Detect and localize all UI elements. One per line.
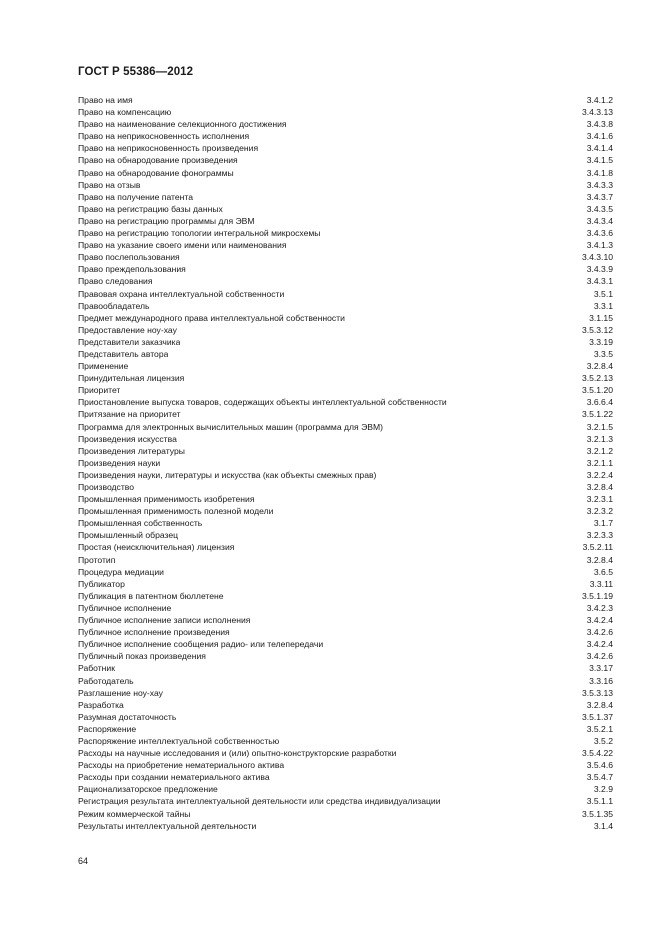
index-term: Простая (неисключительная) лицензия [78, 542, 235, 553]
index-entry [78, 795, 613, 807]
index-term: Промышленная применимость полезной модели [78, 506, 274, 517]
index-term: Промышленный образец [78, 530, 179, 541]
index-entry [78, 711, 613, 723]
index-reference: 3.4.2.6 [586, 651, 613, 662]
index-term: Право на обнародование фонограммы [78, 167, 234, 178]
index-term: Работодатель [78, 675, 134, 686]
index-entry [78, 300, 613, 312]
index-entry [78, 699, 613, 711]
index-term: Публикатор [78, 578, 125, 589]
index-reference: 3.4.3.10 [581, 252, 613, 263]
index-reference: 3.3.19 [589, 336, 613, 347]
index-term: Право на имя [78, 95, 133, 105]
index-reference: 3.4.2.3 [586, 602, 613, 613]
index-reference: 3.5.1.1 [586, 796, 613, 807]
index-reference: 3.5.3.12 [581, 324, 613, 335]
index-entry [78, 529, 613, 541]
index-term: Право на наименование селекционного достижения [78, 119, 287, 130]
index-entry [78, 638, 613, 650]
index-reference: 3.5.1.22 [581, 409, 613, 420]
index-reference: 3.3.1 [593, 300, 613, 311]
index-term: Право на обнародование произведения [78, 155, 238, 166]
index-term: Правообладатель [78, 300, 150, 311]
index-reference: 3.4.1.3 [586, 240, 613, 251]
index-term: Правовая охрана интеллектуальной собственности [78, 288, 285, 299]
index-reference: 3.5.2.13 [581, 373, 613, 384]
index-entry [78, 408, 613, 420]
index-entry [78, 336, 613, 348]
index-term: Разглашение ноу-хау [78, 687, 163, 698]
index-reference: 3.2.3.1 [586, 494, 613, 505]
index-entry [78, 445, 613, 457]
index-entry [78, 602, 613, 614]
index-entry [78, 227, 613, 239]
index-entry [78, 517, 613, 529]
index-term: Публичное исполнение записи исполнения [78, 615, 251, 626]
index-reference: 3.4.3.5 [586, 203, 613, 214]
index-entry [78, 360, 613, 372]
index-term: Право на указание своего имени или наименования [78, 240, 287, 251]
index-term: Промышленная собственность [78, 518, 203, 529]
index-reference: 3.2.1.2 [586, 445, 613, 456]
index-entry [78, 457, 613, 469]
index-entry [78, 215, 613, 227]
index-reference: 3.2.3.3 [586, 530, 613, 541]
index-entry [78, 783, 613, 795]
index-reference: 3.4.2.4 [586, 639, 613, 650]
index-term: Регистрация результата интеллектуальной деятельности или средства индивидуализации [78, 796, 441, 807]
index-reference: 3.5.1.37 [581, 711, 613, 722]
index-term: Применение [78, 361, 129, 372]
index-entry [78, 820, 613, 832]
index-term: Распоряжение [78, 723, 137, 734]
index-reference: 3.4.3.6 [586, 228, 613, 239]
index-entry [78, 541, 613, 553]
index-term: Публичное исполнение сообщения радио- или телепередачи [78, 639, 324, 650]
index-term: Публикация в патентном бюллетене [78, 590, 224, 601]
index-term: Право на отзыв [78, 179, 141, 190]
index-reference: 3.2.1.5 [586, 421, 613, 432]
index-reference: 3.5.2 [593, 735, 613, 746]
index-reference: 3.3.5 [593, 348, 613, 359]
index-entry [78, 239, 613, 251]
index-entry [78, 396, 613, 408]
index-entry [78, 348, 613, 360]
index-entry [78, 481, 613, 493]
index-term: Предмет международного права интеллектуальной собственности [78, 312, 345, 323]
index-reference: 3.5.2.11 [582, 542, 613, 553]
index-reference: 3.5.4.22 [581, 748, 613, 759]
index-entry [78, 324, 613, 336]
index-term: Право на неприкосновенность произведения [78, 143, 259, 154]
index-term: Разработка [78, 699, 124, 710]
index-reference: 3.2.2.4 [586, 469, 613, 480]
index-entry [78, 590, 613, 602]
index-entry [78, 554, 613, 566]
index-entry [78, 142, 613, 154]
index-term: Право на получение патента [78, 191, 194, 202]
index-term: Право на регистрацию программы для ЭВМ [78, 215, 255, 226]
index-entry [78, 614, 613, 626]
index-term: Публичное исполнение произведения [78, 627, 230, 638]
index-reference: 3.4.1.2 [586, 95, 613, 105]
index-entry [78, 191, 613, 203]
index-entry [78, 275, 613, 287]
index-term: Разумная достаточность [78, 711, 177, 722]
page-number: 64 [78, 856, 89, 866]
index-entry [78, 203, 613, 215]
index-reference: 3.3.16 [589, 675, 613, 686]
index-reference: 3.2.1.3 [586, 433, 613, 444]
index-term: Расходы на приобретение нематериального актива [78, 760, 285, 771]
index-entry [78, 771, 613, 783]
index-term: Приоритет [78, 385, 121, 396]
index-entry [78, 578, 613, 590]
index-reference: 3.5.1 [593, 288, 613, 299]
index-reference: 3.4.3.3 [586, 179, 613, 190]
index-reference: 3.4.1.6 [586, 131, 613, 142]
index-entry [78, 263, 613, 275]
index-entry [78, 675, 613, 687]
index-reference: 3.5.4.7 [586, 772, 613, 783]
index-term: Распоряжение интеллектуальной собственностью [78, 735, 280, 746]
index-term: Рационализаторское предложение [78, 784, 218, 795]
index-reference: 3.3.17 [589, 663, 613, 674]
index-entry [78, 723, 613, 735]
index-term: Расходы при создании нематериального актива [78, 772, 270, 783]
index-entry [78, 662, 613, 674]
index-reference: 3.6.5 [593, 566, 613, 577]
index-term: Промышленная применимость изобретения [78, 494, 255, 505]
index-reference: 3.5.1.20 [581, 385, 613, 396]
index-entry [78, 94, 613, 106]
index-reference: 3.5.1.19 [581, 590, 613, 601]
index-reference: 3.4.3.7 [586, 191, 613, 202]
index-entry [78, 167, 613, 179]
index-reference: 3.5.3.13 [581, 687, 613, 698]
document-header [78, 66, 193, 78]
index-entry [78, 505, 613, 517]
index-term: Произведения науки, литературы и искусства (как объекты смежных прав) [78, 469, 377, 480]
index-reference: 3.4.3.8 [586, 119, 613, 130]
index-reference: 3.2.8.4 [586, 699, 613, 710]
index-reference: 3.1.15 [589, 312, 613, 323]
index-reference: 3.2.1.1 [586, 457, 613, 468]
index-reference: 3.4.2.6 [586, 627, 613, 638]
index-term: Публичное исполнение [78, 602, 172, 613]
index-term: Право следования [78, 276, 153, 287]
index-entry [78, 469, 613, 481]
index-entry [78, 312, 613, 324]
index-entry [78, 251, 613, 263]
index-entry [78, 130, 613, 142]
index-entry [78, 747, 613, 759]
index-term: Прототип [78, 554, 116, 565]
index-entry [78, 288, 613, 300]
index-entry [78, 566, 613, 578]
index-reference: 3.4.1.4 [586, 143, 613, 154]
index-term: Произведения искусства [78, 433, 177, 444]
index-reference: 3.4.3.1 [586, 276, 613, 287]
standard-title: ГОСТ Р 55386—2012 [78, 66, 194, 78]
index-entry [78, 106, 613, 118]
index-term: Результаты интеллектуальной деятельности [78, 820, 257, 831]
index-entry [78, 372, 613, 384]
index-term: Право послепользования [78, 252, 180, 263]
index-term: Представитель автора [78, 348, 169, 359]
index-term: Режим коммерческой тайны [78, 808, 191, 819]
index-term: Произведения литературы [78, 445, 185, 456]
index-reference: 3.5.4.6 [586, 760, 613, 771]
index-reference: 3.4.1.5 [586, 155, 613, 166]
index-reference: 3.5.1.35 [581, 808, 613, 819]
index-term: Расходы на научные исследования и (или) опытно-конструкторские разработки [78, 748, 397, 759]
index-reference: 3.4.3.4 [586, 215, 613, 226]
index-reference: 3.6.6.4 [586, 397, 613, 408]
index-term: Программа для электронных вычислительных машин (программа для ЭВМ) [78, 421, 384, 432]
index-term: Право на регистрацию базы данных [78, 203, 223, 214]
index-reference: 3.4.2.4 [586, 615, 613, 626]
index-entry [78, 421, 613, 433]
index-term: Право на неприкосновенность исполнения [78, 131, 250, 142]
index-reference: 3.2.3.2 [586, 506, 613, 517]
index-reference: 3.4.3.9 [586, 264, 613, 275]
index-term: Притязание на приоритет [78, 409, 181, 420]
index-reference: 3.2.8.4 [586, 361, 613, 372]
index-reference: 3.3.11 [589, 578, 613, 589]
index-term: Приостановление выпуска товаров, содержащих объекты интеллектуальной собственности [78, 397, 447, 408]
index-entry [78, 154, 613, 166]
index-reference: 3.2.9 [593, 784, 613, 795]
index-reference: 3.4.1.8 [586, 167, 613, 178]
index-entry [78, 179, 613, 191]
index-entry [78, 118, 613, 130]
index-reference: 3.2.8.4 [586, 554, 613, 565]
index-term: Процедура медиации [78, 566, 164, 577]
index-entry [78, 433, 613, 445]
index-term: Право на компенсацию [78, 107, 172, 118]
index-entry [78, 687, 613, 699]
index-term: Публичный показ произведения [78, 651, 206, 662]
index-entry [78, 626, 613, 638]
index-entry [78, 493, 613, 505]
index-term: Предоставление ноу-хау [78, 324, 177, 335]
index-reference: 3.2.8.4 [586, 482, 613, 492]
index-entry [78, 759, 613, 771]
index-reference: 3.4.3.13 [581, 107, 613, 118]
term-index-list [78, 94, 613, 832]
index-reference: 3.1.7 [593, 518, 613, 529]
index-reference: 3.1.4 [593, 820, 613, 831]
index-entry [78, 650, 613, 662]
index-term: Принудительная лицензия [78, 373, 185, 384]
index-term: Произведения науки [78, 457, 161, 468]
index-reference: 3.5.2.1 [586, 723, 613, 734]
index-term: Производство [78, 482, 135, 492]
index-entry [78, 735, 613, 747]
index-term: Работник [78, 663, 115, 674]
index-term: Представители заказчика [78, 336, 181, 347]
index-entry [78, 808, 613, 820]
index-entry [78, 384, 613, 396]
index-term: Право преждепользования [78, 264, 186, 275]
index-term: Право на регистрацию топологии интегральной микросхемы [78, 228, 321, 239]
